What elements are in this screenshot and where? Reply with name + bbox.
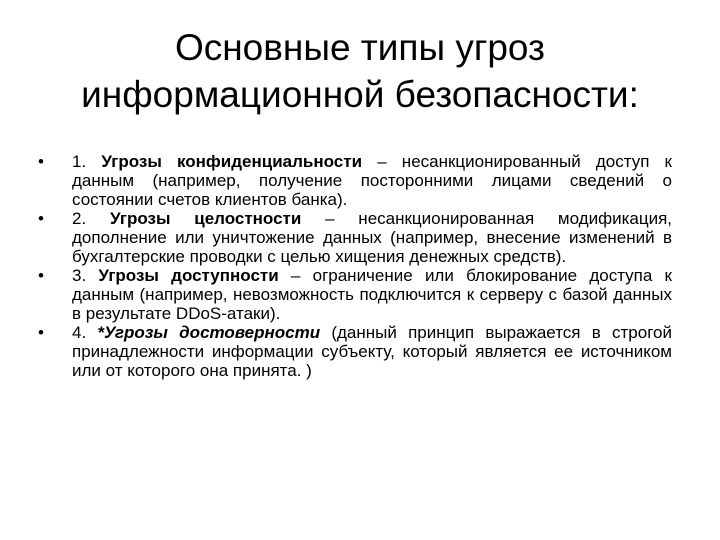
- bullet-item-integrity: [38, 209, 672, 266]
- slide-title-line-2: информационной безопасности:: [81, 74, 639, 115]
- bullet-term: Угрозы доступности: [98, 266, 279, 285]
- bullet-icon: •: [38, 152, 44, 171]
- bullet-icon: •: [38, 323, 44, 342]
- bullet-item-confidentiality: [38, 152, 672, 209]
- slide-title-line-1: Основные типы угроз: [174, 27, 546, 68]
- bullet-term: *Угрозы достоверности: [97, 323, 321, 342]
- bullet-icon: •: [38, 266, 44, 285]
- bullet-number: 3.: [72, 266, 99, 285]
- bullet-list: [38, 152, 672, 380]
- bullet-item-availability: [38, 266, 672, 323]
- bullet-term: Угрозы целостности: [109, 209, 302, 228]
- bullet-term: Угрозы конфиденциальности: [101, 152, 363, 171]
- bullet-text: (данный принцип выражается в строгой принадлежности информации субъекту, который является ее источником или от которого она принята. ): [72, 323, 672, 380]
- slide-title: [40, 24, 680, 118]
- bullet-text: – ограничение или блокирование доступа к данным (например, невозможность подключится к серверу с базой данных в результате DDoS-атаки).: [72, 266, 672, 323]
- bullet-number: 2.: [72, 209, 110, 228]
- bullet-number: 1.: [72, 152, 102, 171]
- bullet-text: – несанкционированный доступ к данным (например, получение посторонними лицами сведений о состоянии счетов клиентов банка).: [72, 152, 672, 209]
- bullet-number: 4.: [72, 323, 98, 342]
- bullet-item-authenticity: [38, 323, 672, 380]
- bullet-text: – несанкционированная модификация, дополнение или уничтожение данных (например, внесение изменений в бухгалтерские проводки с целью хищения денежных средств).: [72, 209, 673, 266]
- bullet-icon: •: [38, 209, 44, 228]
